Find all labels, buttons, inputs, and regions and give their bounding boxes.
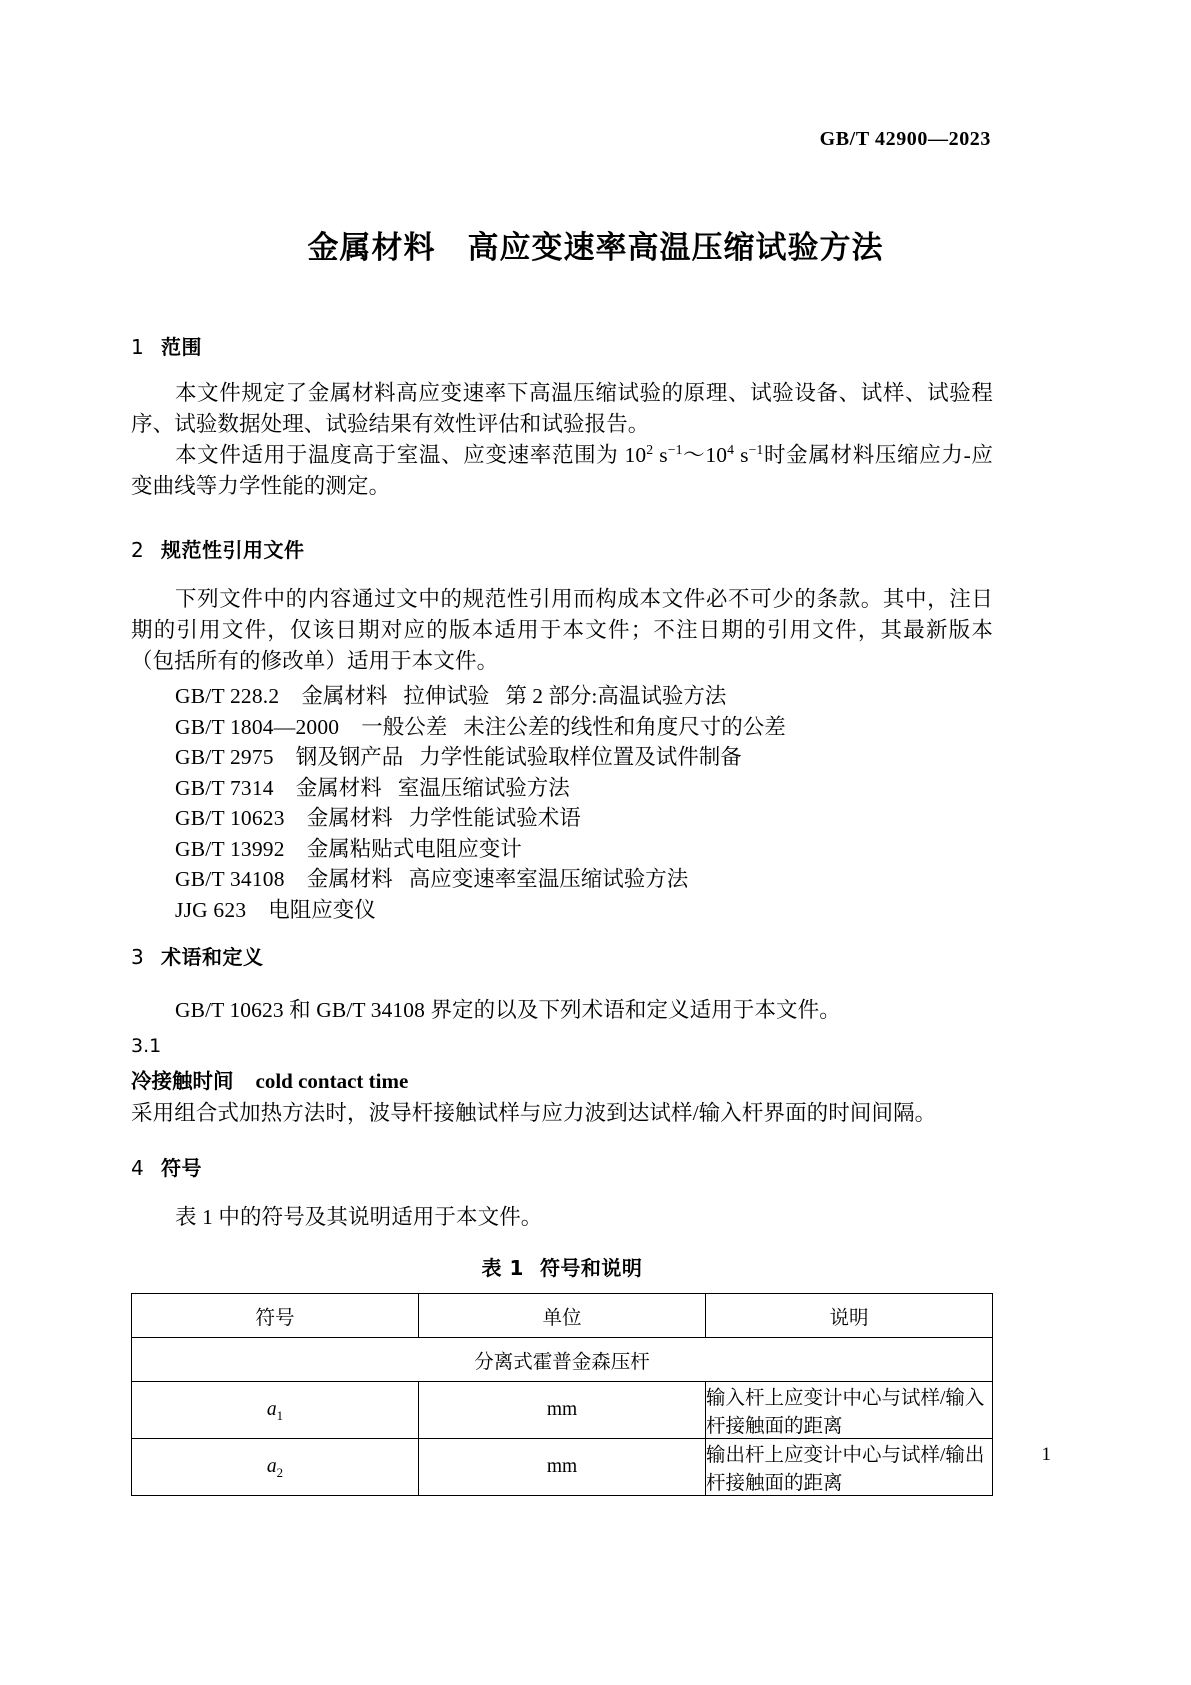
reference-extra: 高应变速率室温压缩试验方法: [408, 867, 689, 891]
reference-name: 金属材料: [301, 684, 388, 708]
section-heading-symbols: [131, 1152, 993, 1181]
running-header-standard-code: GB/T 42900—2023: [819, 128, 991, 150]
section-number-terms: 3: [131, 945, 145, 969]
section-number-normative-references: 2: [131, 538, 145, 562]
table-cell-description: 输出杆上应变计中心与试样/输出杆接触面的距离: [706, 1439, 993, 1496]
section-heading-scope: [131, 331, 993, 360]
scope-p2-text-a: 本文件适用于温度高于室温、应变速率范围为 10: [175, 443, 647, 467]
table-cell-description: 输入杆上应变计中心与试样/输入杆接触面的距离: [706, 1382, 993, 1439]
symbols-body: [131, 1202, 993, 1233]
table-cell-symbol: [132, 1382, 419, 1439]
reference-name: 钢及钢产品: [295, 745, 404, 769]
symbol-letter: a: [266, 1456, 277, 1477]
reference-tail: 第 2 部分:高温试验方法: [505, 684, 727, 708]
reference-name: 金属材料: [306, 867, 393, 891]
reference-name: 金属材料: [306, 806, 393, 830]
column-header-symbol: 符号: [132, 1294, 419, 1338]
reference-item: [131, 712, 993, 743]
reference-item: [131, 681, 993, 712]
table-row: [132, 1382, 993, 1439]
reference-item: [131, 895, 993, 926]
normative-references-body: [131, 584, 993, 925]
term-clause-number: 3.1: [131, 1035, 162, 1057]
section-symbols: [131, 1152, 993, 1181]
table-group-label: 分离式霍普金森压杆: [132, 1338, 993, 1382]
document-title: 金属材料 高应变速率高温压缩试验方法: [307, 230, 884, 266]
section-title-normative-references: 规范性引用文件: [161, 538, 305, 562]
reference-code: JJG 623: [175, 897, 247, 922]
reference-extra: 力学性能试验术语: [408, 806, 581, 830]
scope-paragraph-1: 本文件规定了金属材料高应变速率下高温压缩试验的原理、试验设备、试样、试验程序、试验数据处理、试验结果有效性评估和试验报告。: [131, 381, 993, 436]
table1-caption-label: 表 1: [481, 1256, 524, 1280]
page-number: 1: [1041, 1444, 1051, 1465]
reference-item: [131, 742, 993, 773]
table-header-row: [132, 1294, 993, 1338]
reference-code: GB/T 13992: [175, 836, 285, 861]
reference-extra: 力学性能试验取样位置及试件制备: [419, 745, 742, 769]
scope-unit-2: s: [734, 443, 749, 467]
reference-item: [131, 773, 993, 804]
section-heading-terms: [131, 941, 993, 970]
table-cell-unit: mm: [419, 1382, 706, 1439]
reference-code: GB/T 34108: [175, 867, 285, 891]
terms-intro: GB/T 10623 和 GB/T 34108 界定的以及下列术语和定义适用于本文件。: [175, 998, 841, 1022]
section-normative-references: [131, 534, 993, 563]
symbols-intro: 表 1 中的符号及其说明适用于本文件。: [175, 1205, 543, 1229]
reference-extra: 拉伸试验: [403, 684, 490, 708]
column-header-unit: 单位: [419, 1294, 706, 1338]
scope-exponent-1: 2: [646, 441, 654, 457]
section-heading-normative-references: [131, 534, 993, 563]
symbol-letter: a: [266, 1399, 277, 1420]
reference-code: GB/T 1804—2000: [175, 714, 340, 739]
reference-code: GB/T 10623: [175, 806, 285, 830]
reference-code: GB/T 7314: [175, 775, 274, 800]
reference-item: [131, 864, 993, 895]
scope-paragraph-2: [131, 440, 993, 502]
section-title-scope: 范围: [161, 335, 202, 359]
section-terms-and-definitions: [131, 941, 993, 970]
scope-body: [131, 378, 993, 502]
scope-exponent-3: 4: [727, 441, 735, 457]
normative-references-intro: 下列文件中的内容通过文中的规范性引用而构成本文件必不可少的条款。其中，注日期的引用文件，仅该日期对应的版本适用于本文件；不注日期的引用文件，其最新版本（包括所有的修改单）适用于本文件。: [131, 587, 993, 673]
table-cell-unit: mm: [419, 1439, 706, 1496]
reference-extra: 未注公差的线性和角度尺寸的公差: [463, 714, 786, 739]
reference-name: 电阻应变仪: [268, 897, 376, 922]
reference-extra: 室温压缩试验方法: [397, 775, 570, 800]
reference-name: 金属材料: [295, 775, 382, 800]
scope-exponent-2: −1: [667, 441, 683, 457]
symbol-subscript: 1: [276, 1408, 284, 1423]
reference-code: GB/T 228.2: [175, 684, 280, 708]
term-entry-heading: [131, 1066, 993, 1096]
table-group-row: [132, 1338, 993, 1382]
reference-code: GB/T 2975: [175, 745, 274, 769]
symbol-subscript: 2: [276, 1465, 284, 1480]
term-name-english: cold contact time: [255, 1069, 409, 1093]
reference-item: [131, 803, 993, 834]
reference-item: [131, 834, 993, 865]
table1-caption: [131, 1252, 993, 1281]
table1-caption-title: 符号和说明: [539, 1256, 643, 1280]
section-title-symbols: 符号: [161, 1156, 202, 1180]
scope-unit-1: s: [653, 443, 668, 467]
section-number-scope: 1: [131, 335, 145, 359]
section-title-terms: 术语和定义: [161, 945, 264, 969]
scope-p2-text-b: 时金属材料压缩应力-应变曲线等力学性能的测定。: [131, 443, 993, 498]
term-definition: 采用组合式加热方法时，波导杆接触试样与应力波到达试样/输入杆界面的时间间隔。: [131, 1101, 937, 1125]
section-number-symbols: 4: [131, 1156, 145, 1180]
column-header-description: 说明: [706, 1294, 993, 1338]
scope-range-tilde: ～10: [682, 443, 728, 467]
reference-name: 一般公差: [361, 714, 448, 739]
section-scope: [131, 331, 993, 360]
scope-exponent-4: −1: [748, 441, 764, 457]
term-name-chinese: 冷接触时间: [131, 1069, 234, 1093]
terms-body: [131, 995, 993, 1129]
reference-name: 金属粘贴式电阻应变计: [306, 836, 522, 861]
normative-reference-list: [131, 681, 993, 925]
